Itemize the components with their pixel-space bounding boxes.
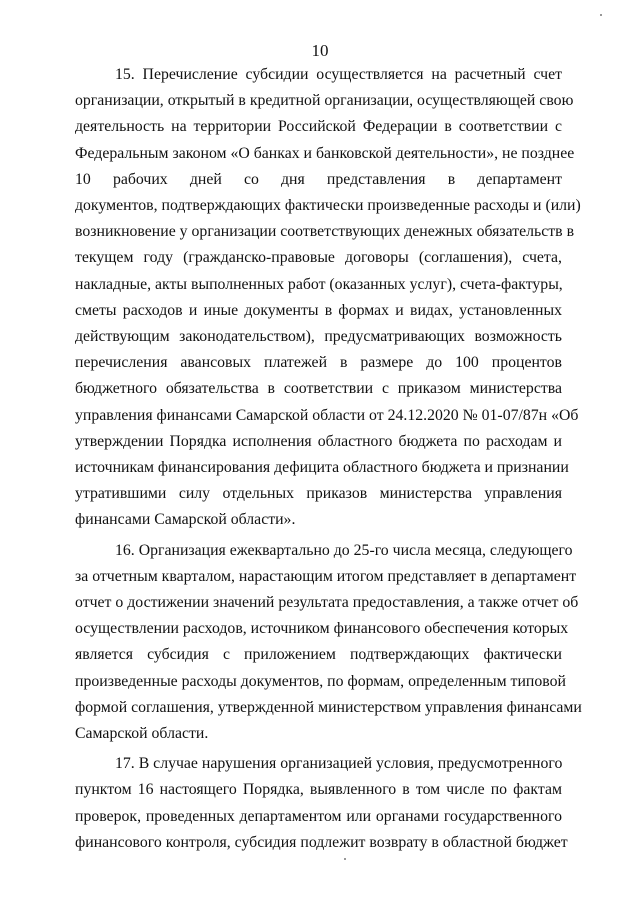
text-line: возникновение у организации соответствующих денежных обязательств в (75, 223, 575, 241)
text-line: источникам финансирования дефицита областного бюджета и признании (75, 459, 569, 477)
paragraph-16 (75, 538, 582, 748)
page-number: 10 (311, 41, 329, 60)
text-line: проверок, проведенных департаментом или органами государственного (75, 807, 562, 825)
text-line: пунктом 16 настоящего Порядка, выявленного в том числе по фактам (75, 781, 562, 799)
scan-speck (344, 858, 346, 860)
text-line: организации, открытый в кредитной организации, осуществляющей свою (75, 92, 574, 110)
text-line: формой соглашения, утвержденной министерством управления финансами (75, 698, 582, 716)
text-line: деятельность на территории Российской Федерации в соответствии с (75, 118, 562, 136)
text-line: текущем году (гражданско-правовые договоры (соглашения), счета, (75, 249, 562, 267)
text-line: осуществлении расходов, источником финансового обеспечения которых (75, 620, 569, 638)
text-line: 15. Перечисление субсидии осуществляется на расчетный счет (115, 66, 562, 83)
text-line: 16. Организация ежеквартально до 25-го числа месяца, следующего (115, 541, 573, 559)
text-line: Самарской области. (75, 725, 209, 743)
text-line: утратившими силу отдельных приказов министерства управления (75, 485, 562, 503)
text-line: накладные, акты выполненных работ (оказанных услуг), счета-фактуры, (75, 275, 563, 293)
text-line: финансами Самарской области». (75, 511, 296, 529)
paragraph-17 (75, 751, 568, 856)
text-line: является субсидия с приложением подтверждающих фактически (75, 646, 562, 664)
scan-speck (600, 14, 602, 16)
text-line: 10 рабочих дней со дня представления в департамент (75, 170, 562, 188)
text-line: произведенные расходы документов, по формам, определенным типовой (75, 672, 566, 690)
text-line: документов, подтверждающих фактически произведенные расходы и (или) (75, 197, 581, 215)
text-line: финансового контроля, субсидия подлежит возврату в областной бюджет (75, 833, 568, 851)
text-line: отчет о достижении значений результата предоставления, а также отчет об (75, 594, 579, 612)
text-line: управления финансами Самарской области от 24.12.2020 № 01-07/87н «Об (75, 406, 579, 424)
text-line: сметы расходов и иные документы в формах и видах, установленных (75, 301, 562, 319)
document-body (75, 62, 582, 856)
text-line: бюджетного обязательства в соответствии с приказом министерства (75, 380, 562, 398)
paragraph-15 (75, 62, 581, 534)
text-line: Федеральным законом «О банках и банковской деятельности», не позднее (75, 144, 575, 162)
text-line: перечисления авансовых платежей в размере до 100 процентов (75, 354, 562, 372)
text-line: утверждении Порядка исполнения областного бюджета по расходам и (75, 432, 562, 450)
text-line: 17. В случае нарушения организацией условия, предусмотренного (115, 755, 563, 773)
text-line: действующим законодательством), предусматривающих возможность (75, 328, 562, 346)
text-line: за отчетным кварталом, нарастающим итогом представляет в департамент (75, 567, 577, 585)
